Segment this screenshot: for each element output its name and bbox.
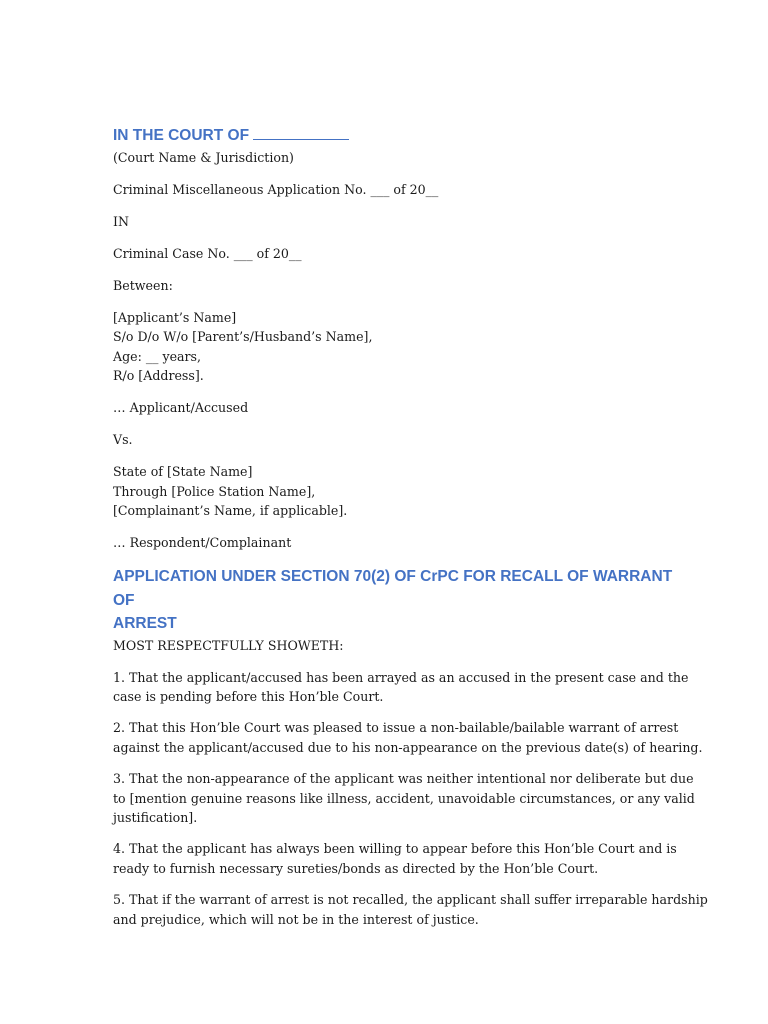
paragraph-1-line-2: case is pending before this Hon’ble Court. [113, 689, 384, 704]
paragraph-5-line-1: 5. That if the warrant of arrest is not recalled, the applicant shall suffer irreparable hardship [113, 892, 708, 908]
court-heading-text: IN THE COURT OF [113, 127, 250, 144]
paragraph-3-line-1: 3. That the non-appearance of the applicant was neither intentional nor deliberate but due [113, 771, 694, 787]
paragraph-4-line-2: ready to furnish necessary sureties/bonds as directed by the Hon’ble Court. [113, 860, 599, 876]
case-number: Criminal Case No. ___ of 20__ [113, 245, 302, 261]
respondent-through: Through [Police Station Name], [113, 483, 316, 499]
application-heading-line1: APPLICATION UNDER SECTION 70(2) OF CrPC FOR RECALL OF WARRANT OF [113, 568, 673, 609]
paragraph-4-line-1: 4. That the applicant has always been willing to appear before this Hon’ble Court and is [113, 841, 677, 857]
paragraph-3-line-3: justification]. [113, 810, 198, 826]
versus-label: Vs. [113, 432, 133, 447]
paragraph-2-line-1: 2. That this Hon’ble Court was pleased to issue a non-bailable/bailable warrant of arrest [113, 720, 679, 736]
application-number: Criminal Miscellaneous Application No. ___ of 20__ [113, 181, 439, 197]
respondent-details [113, 462, 673, 521]
applicant-role: … Applicant/Accused [113, 400, 249, 415]
court-name-blank [253, 126, 349, 140]
application-heading-line2: ARREST [113, 615, 177, 632]
paragraph-3 [113, 769, 695, 828]
applicant-age: Age: __ years, [113, 348, 202, 364]
in-label: IN [113, 213, 129, 229]
document-page [113, 124, 708, 941]
paragraph-1-line-1: 1. That the applicant/accused has been arrayed as an accused in the present case and the [113, 669, 689, 685]
respondent-state: State of [State Name] [113, 464, 253, 479]
respondent-role: … Respondent/Complainant [113, 535, 292, 550]
applicant-relation: S/o D/o W/o [Parent’s/Husband’s Name], [113, 329, 373, 344]
paragraph-2 [113, 718, 703, 757]
paragraph-5-line-2: and prejudice, which will not be in the interest of justice. [113, 911, 479, 927]
applicant-name: [Applicant’s Name] [113, 309, 237, 325]
paragraph-1 [113, 668, 689, 707]
between-label: Between: [113, 277, 173, 293]
applicant-address: R/o [Address]. [113, 368, 204, 383]
application-heading [113, 565, 673, 636]
court-heading [113, 124, 673, 148]
applicant-details [113, 308, 673, 386]
paragraph-5 [113, 890, 708, 929]
respondent-complainant: [Complainant’s Name, if applicable]. [113, 503, 348, 518]
showeth-label: MOST RESPECTFULLY SHOWETH: [113, 637, 344, 653]
paragraph-4 [113, 839, 677, 878]
court-subtitle: (Court Name & Jurisdiction) [113, 149, 294, 165]
paragraph-3-line-2: to [mention genuine reasons like illness, accident, unavoidable circumstances, or any valid [113, 790, 695, 806]
paragraph-2-line-2: against the applicant/accused due to his non-appearance on the previous date(s) of hearing. [113, 739, 703, 755]
